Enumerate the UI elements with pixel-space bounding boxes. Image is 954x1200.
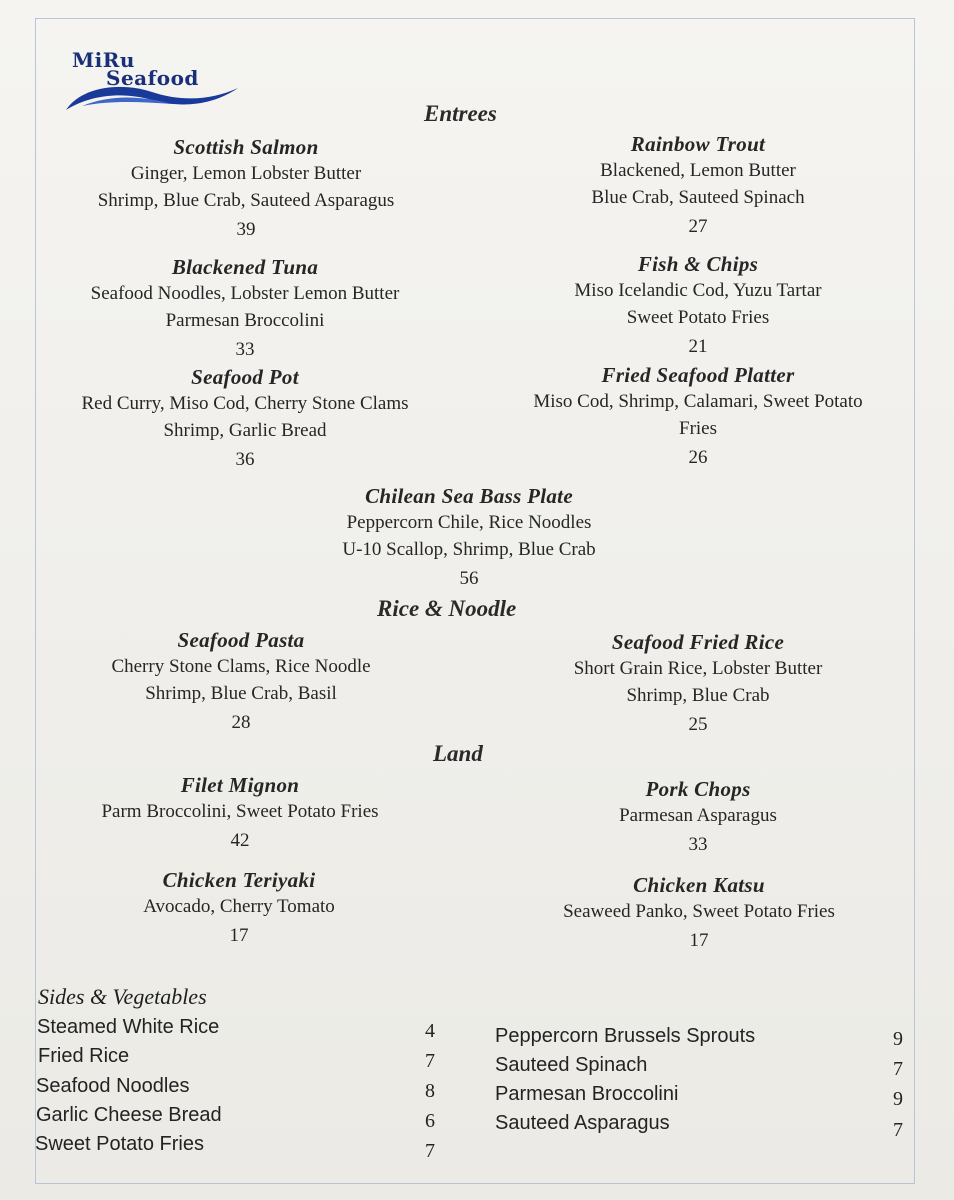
dish-price: 26 (688, 447, 708, 468)
dish-price: 39 (236, 219, 256, 240)
side-item-price: 7 (893, 1119, 903, 1141)
dish-description: Parm Broccolini, Sweet Potato Fries (101, 801, 379, 822)
dish-blackened-tuna (25, 254, 465, 363)
dish-seafood-pot (25, 364, 465, 473)
dish-name: Pork Chops (645, 777, 751, 801)
dish-description: Sweet Potato Fries (626, 307, 770, 328)
dish-description: Parmesan Asparagus (619, 805, 777, 826)
brand-logo (62, 46, 242, 116)
dish-name: Chicken Katsu (633, 873, 765, 897)
dish-name: Seafood Pasta (177, 628, 305, 652)
dish-chicken-katsu (479, 872, 919, 954)
section-title-entrees: Entrees (424, 101, 497, 126)
dish-name: Fish & Chips (637, 252, 759, 276)
dish-chicken-teriyaki (19, 867, 459, 949)
side-item-name: Garlic Cheese Bread (36, 1104, 222, 1126)
dish-fish-and-chips (478, 251, 918, 360)
section-title-land: Land (433, 741, 483, 766)
dish-description: Cherry Stone Clams, Rice Noodle (111, 656, 371, 677)
dish-description: Peppercorn Chile, Rice Noodles (346, 512, 592, 533)
dish-price: 27 (688, 216, 708, 237)
brand-name-line2: Seafood (106, 66, 199, 90)
dish-filet-mignon (20, 772, 460, 854)
dish-description: Avocado, Cherry Tomato (143, 896, 335, 917)
dish-description: Seaweed Panko, Sweet Potato Fries (563, 901, 835, 922)
dish-price: 33 (235, 339, 255, 360)
dish-name: Chicken Teriyaki (162, 868, 316, 892)
dish-description: Blue Crab, Sauteed Spinach (591, 187, 805, 208)
dish-description: Seafood Noodles, Lobster Lemon Butter (90, 283, 400, 304)
dish-seafood-pasta (21, 627, 461, 736)
dish-description: Miso Cod, Shrimp, Calamari, Sweet Potato (533, 391, 863, 412)
side-item-price: 4 (425, 1020, 435, 1042)
side-item-name: Parmesan Broccolini (495, 1083, 679, 1105)
dish-price: 36 (235, 449, 255, 470)
dish-price: 33 (688, 834, 708, 855)
dish-name: Seafood Pot (191, 365, 299, 389)
dish-name: Filet Mignon (180, 773, 300, 797)
side-item-price: 9 (893, 1028, 903, 1050)
side-item-price: 6 (425, 1110, 435, 1132)
dish-name: Blackened Tuna (171, 255, 319, 279)
dish-description: Parmesan Broccolini (165, 310, 325, 331)
dish-description: Blackened, Lemon Butter (600, 160, 796, 181)
side-item-name: Steamed White Rice (37, 1016, 220, 1038)
dish-description: Fries (679, 418, 717, 439)
wave-icon (62, 76, 242, 116)
dish-name: Fried Seafood Platter (601, 363, 795, 387)
dish-price: 17 (689, 930, 709, 951)
dish-description: Shrimp, Blue Crab, Sauteed Asparagus (97, 190, 395, 211)
dish-price: 56 (459, 568, 479, 589)
dish-name: Scottish Salmon (173, 135, 319, 159)
dish-rainbow-trout (478, 131, 918, 240)
dish-description: Short Grain Rice, Lobster Butter (573, 658, 823, 679)
dish-description: Miso Icelandic Cod, Yuzu Tartar (574, 280, 822, 301)
dish-scottish-salmon (26, 134, 466, 243)
dish-description: Shrimp, Blue Crab, Basil (145, 683, 337, 704)
dish-price: 17 (229, 925, 249, 946)
dish-description: Shrimp, Garlic Bread (163, 420, 327, 441)
dish-pork-chops (478, 776, 918, 858)
side-item-name: Peppercorn Brussels Sprouts (495, 1025, 756, 1047)
dish-description: U-10 Scallop, Shrimp, Blue Crab (342, 539, 596, 560)
dish-description: Ginger, Lemon Lobster Butter (130, 163, 362, 184)
dish-price: 28 (231, 712, 251, 733)
dish-chilean-sea-bass-plate (249, 483, 689, 592)
dish-name: Seafood Fried Rice (611, 630, 785, 654)
side-item-name: Sauteed Asparagus (495, 1112, 670, 1134)
side-item-price: 9 (893, 1088, 903, 1110)
dish-seafood-fried-rice (478, 629, 918, 738)
side-item-price: 7 (425, 1050, 435, 1072)
side-item-price: 7 (893, 1058, 903, 1080)
side-item-price: 7 (425, 1140, 435, 1162)
dish-fried-seafood-platter (478, 362, 918, 471)
dish-description: Shrimp, Blue Crab (626, 685, 770, 706)
side-item-price: 8 (425, 1080, 435, 1102)
brand-name-line1: MiRu (72, 48, 135, 72)
dish-price: 42 (230, 830, 250, 851)
dish-name: Chilean Sea Bass Plate (365, 484, 573, 508)
side-item-name: Fried Rice (38, 1045, 130, 1067)
side-item-name: Sauteed Spinach (495, 1054, 648, 1076)
dish-description: Red Curry, Miso Cod, Cherry Stone Clams (81, 393, 409, 414)
section-title-sides: Sides & Vegetables (38, 984, 207, 1009)
dish-price: 21 (688, 336, 708, 357)
section-title-rice-noodle: Rice & Noodle (377, 596, 517, 621)
dish-price: 25 (688, 714, 708, 735)
side-item-name: Seafood Noodles (36, 1075, 190, 1097)
side-item-name: Sweet Potato Fries (35, 1133, 204, 1155)
dish-name: Rainbow Trout (630, 132, 766, 156)
